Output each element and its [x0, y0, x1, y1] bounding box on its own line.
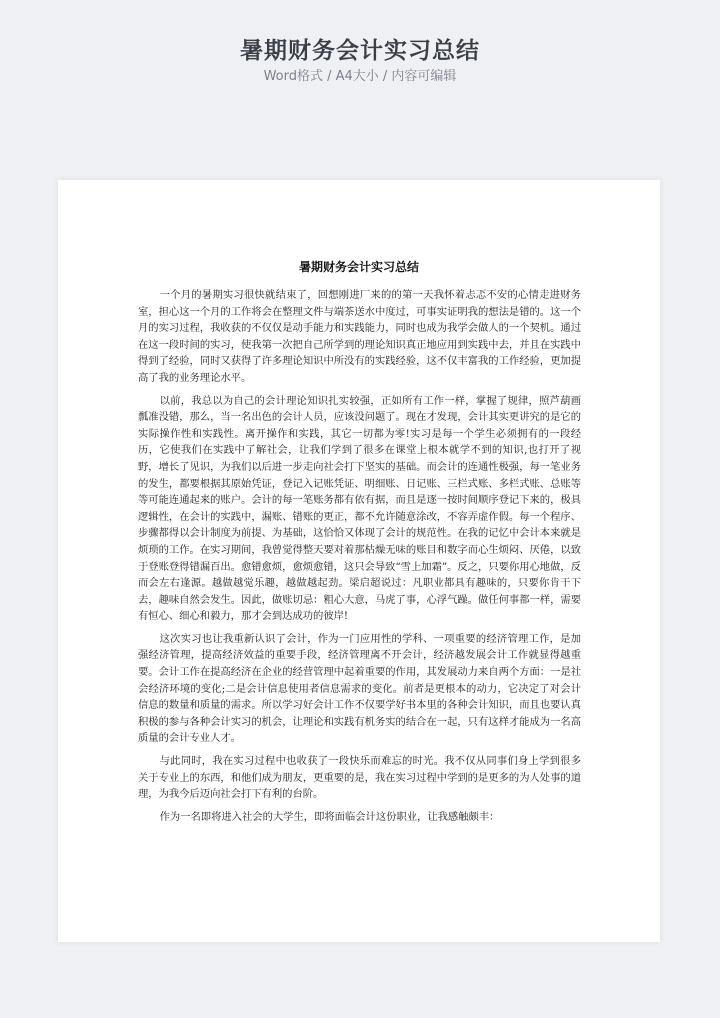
page-subtitle: Word格式 / A4大小 / 内容可编辑 [263, 69, 457, 84]
page-title: 暑期财务会计实习总结 [240, 38, 480, 64]
paragraph: 这次实习也让我重新认识了会计，作为一门应用性的学科、一项重要的经济管理工作，是加强经济管理，提高经济效益的重要手段，经济管理离不开会计，经济越发展会计工作就显得越重要。会计工作在提高经济在企业的经营管理中起着重要的作用，其发展动力来自两个方面：一是社会经济环境的变化;二是会计信息使用者信息需求的变化。前者是更根本的动力，它决定了对会计信息的数量和质量的需求。所以学习好会计工作不仅要学好书本里的各种会计知识，而且也要认真积极的参与各种会计实习的机会，让理论和实践有机务实的结合在一起，只有这样才能成为一名高质量的会计专业人才。 [138, 632, 581, 745]
document-title: 暑期财务会计实习总结 [298, 260, 419, 274]
paragraph: 一个月的暑期实习很快就结束了，回想刚进厂来的的第一天我怀着忐忑不安的心情走进财务室，担心这一个月的工作将会在整理文件与端茶送水中度过，可事实证明我的想法是错的。这一个月的实习过程，我收获的不仅仅是动手能力和实践能力，同时也成为我学会做人的一个契机。通过在这一段时间的实习，使我第一次把自己所学到的理论知识真正地应用到实践中去，并且在实践中得到了经验，同时又获得了许多理论知识中所没有的实践经验，这不仅丰富我的工作经验，更加提高了我的业务理论水平。 [138, 289, 581, 384]
paragraph: 以前，我总以为自己的会计理论知识扎实较强，正如所有工作一样，掌握了规律，照芦葫画瓢准没错，那么，当一名出色的会计人员，应该没问题了。现在才发现，会计其实更讲究的是它的实际操作性和实践性。离开操作和实践，其它一切都为零!实习是每一个学生必须拥有的一段经历，它使我们在实践中了解社会，让我们学到了很多在课堂上根本就学不到的知识,也打开了视野，增长了见识，为我们以后进一步走向社会打下坚实的基础。而会计的连通性极强，每一笔业务的发生，都要根据其原始凭证，登记入记账凭证、明细账、日记账、三栏式账、多栏式账、总账等等可能连通起来的账户。会计的每一笔账务都有依有据，而且是逐一按时间顺序登记下来的，极具逻辑性，在会计的实践中，漏账、错账的更正，都不允许随意涂改，不容弄虚作假。每一个程序、步骤都得以会计制度为前提、为基础，这恰恰又体现了会计的规范性。在我的记忆中会计本来就是烦琐的工作。在实习期间，我曾觉得整天要对着那枯燥无味的账目和数字而心生烦闷、厌倦，以致于登账登得错漏百出。愈错愈烦，愈烦愈错，这只会导致“雪上加霜”。反之，只要你用心地做，反而会左右逢源。越做越觉乐趣，越做越起劲。梁启超说过：凡职业都具有趣味的，只要你肯干下去，趣味自然会发生。因此，做账切忌：粗心大意，马虎了事，心浮气躁。做任何事都一样，需要有恒心、细心和毅力，那才会到达成功的彼岸! [138, 394, 581, 623]
page-header [0, 36, 720, 86]
document-body [138, 287, 581, 831]
document-page [58, 180, 660, 942]
paragraph: 作为一名即将进入社会的大学生，即将面临会计这份职业，让我感触颇丰： [159, 810, 500, 823]
paragraph: 与此同时，我在实习过程中也收获了一段快乐而难忘的时光。我不仅从同事们身上学到很多关于专业上的东西，和他们成为朋友，更重要的是，我在实习过程中学到的是更多的为人处事的道理，为我今后迈向社会打下有利的台阶。 [138, 755, 581, 801]
